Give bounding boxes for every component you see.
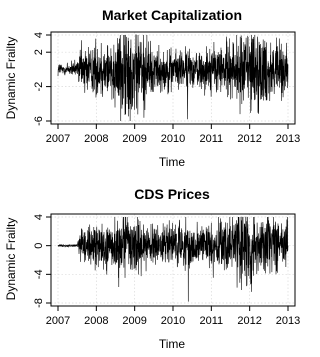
x-tick-label: 2007 [45,315,71,327]
chart-title: CDS Prices [134,186,210,202]
x-tick-label: 2009 [122,315,147,327]
x-tick-label: 2012 [237,133,262,145]
x-tick-label: 2013 [275,133,301,145]
y-tick-label: 4 [33,213,45,221]
y-tick-label: 2 [33,49,45,56]
x-tick-label: 2008 [84,133,109,145]
x-tick-label: 2010 [160,315,186,327]
x-axis-label: Time [158,337,186,351]
y-axis [33,32,51,126]
y-tick-label: -4 [33,269,45,280]
y-tick-label: -8 [33,298,45,308]
x-tick-label: 2011 [199,133,224,145]
x-tick-label: 2011 [199,315,224,327]
y-tick-label: 4 [33,31,45,39]
series-line [58,35,288,121]
y-axis-label: Dynamic Frailty [4,217,18,301]
y-axis-label: Dynamic Frailty [4,36,18,120]
x-tick-label: 2012 [237,315,262,327]
y-tick-label: 0 [33,242,45,249]
y-tick-label: -6 [33,116,45,126]
panel-market-cap [4,7,300,169]
x-axis [46,306,300,327]
y-axis [33,214,51,308]
x-tick-label: 2007 [45,133,71,145]
x-tick-label: 2013 [275,315,301,327]
x-axis [46,124,300,145]
x-tick-label: 2009 [122,133,147,145]
panel-cds-prices [4,186,300,351]
x-tick-label: 2008 [84,315,109,327]
chart-title: Market Capitalization [101,7,243,23]
y-tick-label: -2 [33,81,45,92]
x-axis-label: Time [158,155,186,169]
x-tick-label: 2010 [160,133,186,145]
